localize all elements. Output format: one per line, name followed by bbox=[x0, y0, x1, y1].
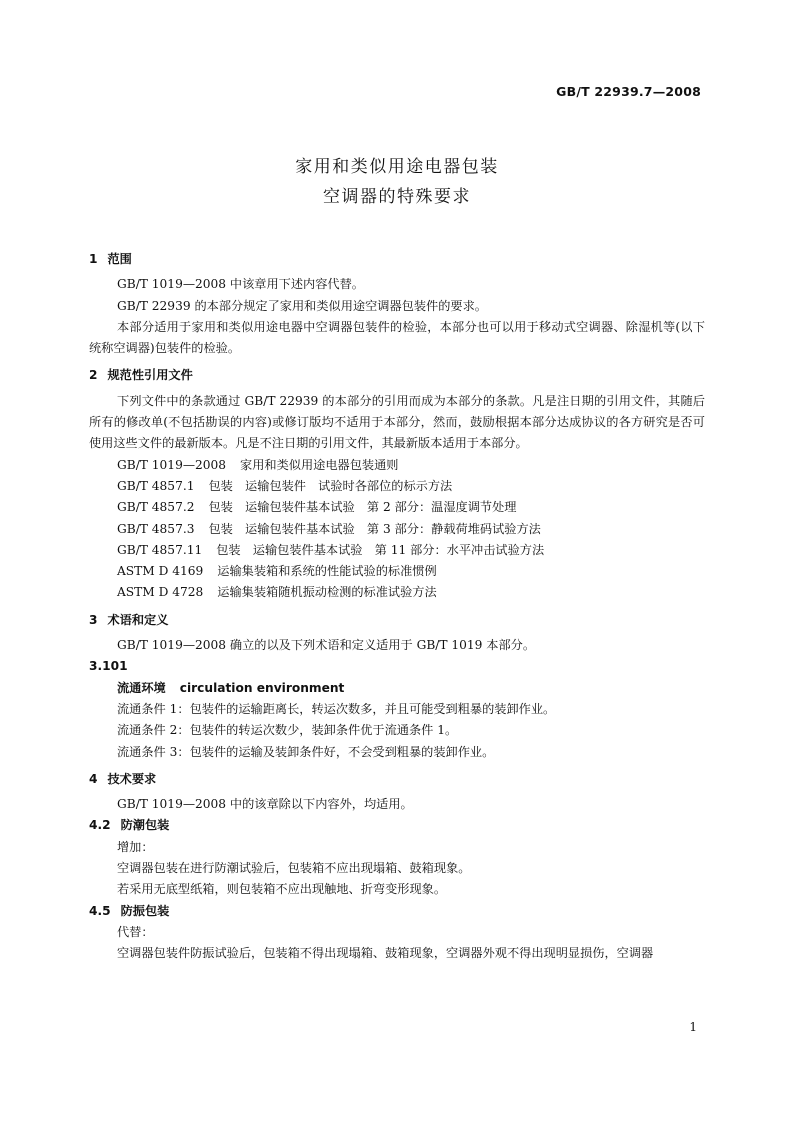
section-title: 范围 bbox=[107, 252, 132, 266]
reference-title: 包装 运输包装件基本试验 第 3 部分：静载荷堆码试验方法 bbox=[208, 521, 541, 536]
reference-title: 包装 运输包装件 试验时各部位的标示方法 bbox=[208, 478, 453, 493]
term-chinese: 流通环境 bbox=[117, 680, 166, 695]
reference-item bbox=[89, 497, 705, 518]
paragraph: 空调器包装在进行防潮试验后，包装箱不应出现塌箱、鼓箱现象。 bbox=[117, 861, 471, 876]
section-title: 技术要求 bbox=[107, 771, 157, 786]
reference-item bbox=[89, 540, 705, 561]
reference-code: GB/T 4857.2 bbox=[117, 500, 195, 515]
page-number: 1 bbox=[689, 1020, 697, 1034]
term-english: circulation environment bbox=[179, 680, 345, 695]
reference-item bbox=[89, 582, 705, 603]
reference-title: 运输集装箱和系统的性能试验的标准惯例 bbox=[217, 564, 437, 579]
circulation-condition-2: 流通条件 2：包装件的转运次数少，装卸条件优于流通条件 1。 bbox=[117, 723, 458, 738]
document-title-line-2: 空调器的特殊要求 bbox=[323, 187, 471, 207]
paragraph: 增加： bbox=[117, 839, 154, 854]
section-number: 3 bbox=[89, 612, 98, 627]
paragraph: 下列文件中的条款通过 GB/T 22939 的本部分的引用而成为本部分的条款。凡是注日期的引用文件，其随后所有的修改单(不包括勘误的内容)或修订版均不适用于本部分，然而，鼓励根据本部分达成协议的各方研究是否可使用这些文件的最新版本。凡是不注日期的引用文件，其最新版本适用于本部分。 bbox=[89, 393, 705, 451]
section-title: 术语和定义 bbox=[107, 612, 169, 627]
reference-item bbox=[89, 561, 705, 582]
paragraph: 本部分适用于家用和类似用途电器中空调器包装件的检验，本部分也可以用于移动式空调器、除湿机等(以下统称空调器)包装件的检验。 bbox=[89, 319, 705, 356]
paragraph: GB/T 22939 的本部分规定了家用和类似用途空调器包装件的要求。 bbox=[117, 298, 487, 313]
reference-item bbox=[89, 455, 705, 476]
subsection-4-2-heading bbox=[89, 815, 705, 836]
reference-title: 包装 运输包装件基本试验 第 11 部分：水平冲击试验方法 bbox=[216, 542, 545, 557]
reference-code: GB/T 4857.1 bbox=[117, 478, 195, 493]
reference-code: ASTM D 4728 bbox=[117, 585, 204, 600]
section-4-heading bbox=[89, 769, 705, 790]
subsection-number: 3.101 bbox=[89, 659, 128, 674]
circulation-condition-1: 流通条件 1：包装件的运输距离长，转运次数多，并且可能受到粗暴的装卸作业。 bbox=[117, 701, 556, 716]
circulation-condition-3: 流通条件 3：包装件的运输及装卸条件好，不会受到粗暴的装卸作业。 bbox=[117, 744, 495, 759]
term-entry bbox=[89, 678, 705, 699]
subsection-4-5-heading bbox=[89, 901, 705, 922]
subsection-number: 4.5 bbox=[89, 903, 111, 918]
paragraph: 代替： bbox=[117, 924, 154, 939]
paragraph: GB/T 1019—2008 中该章用下述内容代替。 bbox=[117, 277, 364, 292]
reference-title: 运输集装箱随机振动检测的标准试验方法 bbox=[217, 585, 437, 600]
section-title: 规范性引用文件 bbox=[107, 368, 193, 383]
paragraph: 若采用无底型纸箱，则包装箱不应出现触地、折弯变形现象。 bbox=[117, 882, 447, 897]
section-number: 2 bbox=[89, 368, 98, 383]
section-number: 1 bbox=[89, 252, 98, 266]
subsection-number: 4.2 bbox=[89, 818, 111, 833]
document-title-line-1: 家用和类似用途电器包装 bbox=[295, 157, 499, 177]
section-number: 4 bbox=[89, 771, 98, 786]
standard-code: GB/T 22939.7—2008 bbox=[556, 84, 701, 99]
paragraph: 空调器包装件防振试验后，包装箱不得出现塌箱、鼓箱现象，空调器外观不得出现明显损伤，空调器 bbox=[117, 946, 654, 961]
paragraph: GB/T 1019—2008 中的该章除以下内容外，均适用。 bbox=[117, 797, 413, 812]
section-2-heading bbox=[89, 365, 705, 386]
document-body bbox=[89, 249, 705, 965]
reference-code: GB/T 4857.3 bbox=[117, 521, 195, 536]
subsection-title: 防潮包装 bbox=[120, 818, 170, 833]
paragraph: GB/T 1019—2008 确立的以及下列术语和定义适用于 GB/T 1019 本部分。 bbox=[117, 638, 536, 653]
reference-code: ASTM D 4169 bbox=[117, 564, 204, 579]
normative-references-list bbox=[89, 455, 705, 604]
section-1-heading bbox=[89, 249, 705, 270]
reference-item bbox=[89, 519, 705, 540]
reference-item bbox=[89, 476, 705, 497]
reference-title: 家用和类似用途电器包装通则 bbox=[240, 457, 399, 472]
reference-title: 包装 运输包装件基本试验 第 2 部分：温湿度调节处理 bbox=[208, 500, 517, 515]
section-3-heading bbox=[89, 610, 705, 631]
reference-code: GB/T 1019—2008 bbox=[117, 457, 227, 472]
subsection-title: 防振包装 bbox=[120, 903, 170, 918]
reference-code: GB/T 4857.11 bbox=[117, 542, 203, 557]
